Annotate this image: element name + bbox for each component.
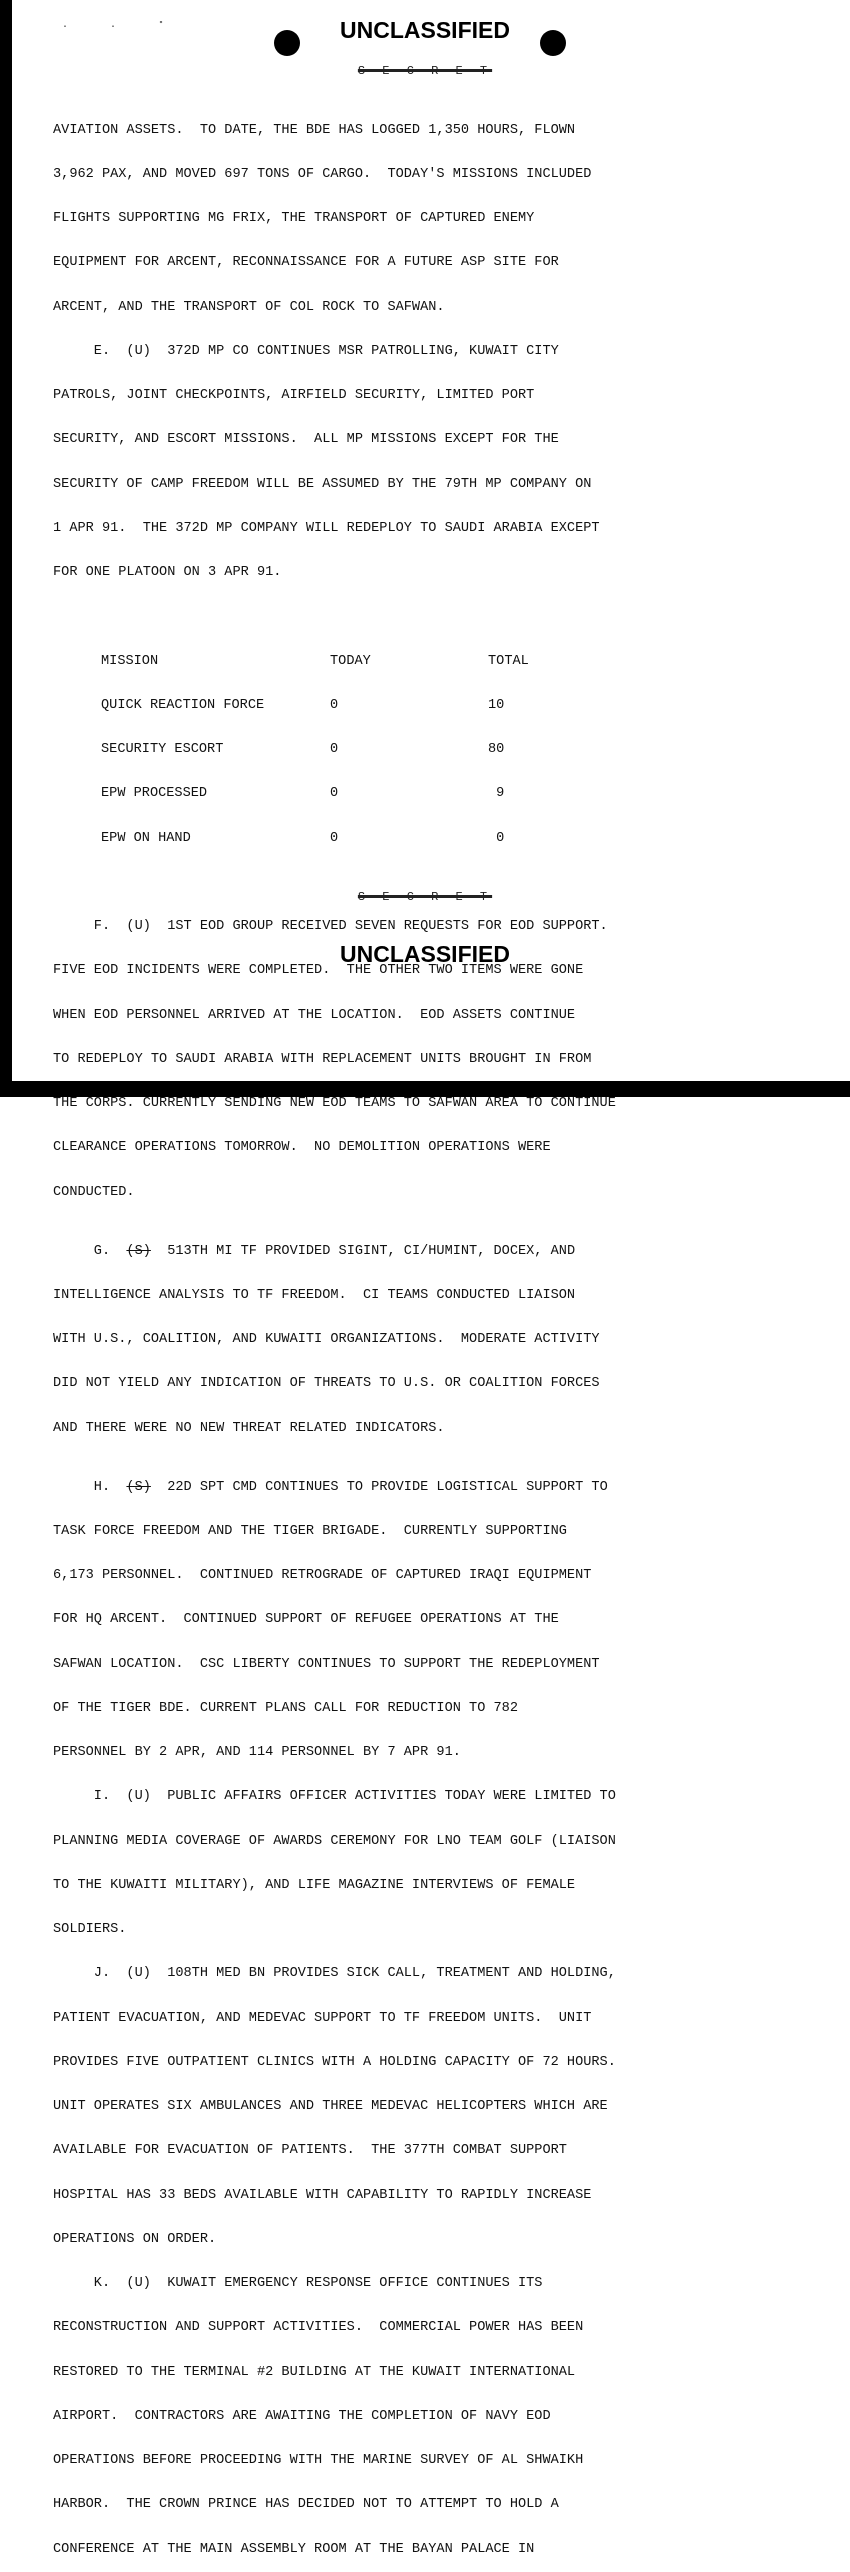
body-line: EQUIPMENT FOR ARCENT, RECONNAISSANCE FOR A FUTURE ASP SITE FOR	[53, 255, 559, 271]
body-line: AVAILABLE FOR EVACUATION OF PATIENTS. THE 377TH COMBAT SUPPORT	[53, 2143, 567, 2159]
body-line: ARCENT, AND THE TRANSPORT OF COL ROCK TO SAFWAN.	[53, 299, 445, 315]
today-cell: 0	[330, 830, 339, 846]
body-line: SECURITY OF CAMP FREEDOM WILL BE ASSUMED BY THE 79TH MP COMPANY ON	[53, 476, 592, 492]
body-line: OPERATIONS ON ORDER.	[53, 2231, 217, 2247]
body-line: CLEARANCE OPERATIONS TOMORROW. NO DEMOLITION OPERATIONS WERE	[53, 1140, 551, 1156]
body-line: AVIATION ASSETS. TO DATE, THE BDE HAS LOGGED 1,350 HOURS, FLOWN	[53, 122, 576, 138]
today-header: TODAY	[330, 653, 371, 669]
body-line: PLANNING MEDIA COVERAGE OF AWARDS CEREMONY FOR LNO TEAM GOLF (LIAISON	[53, 1833, 616, 1849]
body-line: 1 APR 91. THE 372D MP COMPANY WILL REDEPLOY TO SAUDI ARABIA EXCEPT	[53, 520, 600, 536]
body-line: TO REDEPLOY TO SAUDI ARABIA WITH REPLACEMENT UNITS BROUGHT IN FROM	[53, 1051, 592, 1067]
secret-marking-top: S E C R E T	[357, 64, 493, 78]
struck-classification-mark: (S)	[126, 1243, 151, 1259]
total-cell: 10	[488, 697, 505, 713]
body-line: WHEN EOD PERSONNEL ARRIVED AT THE LOCATION. EOD ASSETS CONTINUE	[53, 1007, 576, 1023]
body-line: THE CORPS. CURRENTLY SENDING NEW EOD TEAMS TO SAFWAN AREA TO CONTINUE	[53, 1096, 616, 1111]
body-line: K. (U) KUWAIT EMERGENCY RESPONSE OFFICE CONTINUES ITS	[53, 2276, 543, 2291]
body-line: AIRPORT. CONTRACTORS ARE AWAITING THE COMPLETION OF NAVY EOD	[53, 2408, 551, 2424]
body-line: I. (U) PUBLIC AFFAIRS OFFICER ACTIVITIES TODAY WERE LIMITED TO	[53, 1789, 616, 1805]
body-line: F. (U) 1ST EOD GROUP RECEIVED SEVEN REQUESTS FOR EOD SUPPORT.	[53, 919, 608, 934]
body-line: PERSONNEL BY 2 APR, AND 114 PERSONNEL BY 7 APR 91.	[53, 1745, 461, 1760]
mission-table	[53, 625, 843, 876]
paragraph-g-prefix: G.	[53, 1243, 127, 1259]
scan-specks: · · ˚	[62, 22, 183, 33]
mission-cell: QUICK REACTION FORCE	[101, 697, 265, 713]
today-cell: 0	[330, 697, 339, 713]
body-line: FOR ONE PLATOON ON 3 APR 91.	[53, 565, 282, 580]
struck-classification-mark: (S)	[126, 1479, 151, 1495]
body-line: RESTORED TO THE TERMINAL #2 BUILDING AT THE KUWAIT INTERNATIONAL	[53, 2364, 576, 2380]
body-line: OF THE TIGER BDE. CURRENT PLANS CALL FOR REDUCTION TO 782	[53, 1700, 518, 1716]
body-line: SOLDIERS.	[53, 1922, 127, 1937]
mission-header: MISSION	[101, 653, 159, 669]
body-line: SECURITY, AND ESCORT MISSIONS. ALL MP MISSIONS EXCEPT FOR THE	[53, 432, 559, 448]
body-line: UNIT OPERATES SIX AMBULANCES AND THREE MEDEVAC HELICOPTERS WHICH ARE	[53, 2099, 608, 2114]
total-header: TOTAL	[488, 653, 529, 669]
document-body	[53, 94, 843, 2572]
paragraph-h-prefix: H.	[53, 1479, 127, 1495]
mission-cell: EPW PROCESSED	[101, 786, 208, 802]
body-line: FLIGHTS SUPPORTING MG FRIX, THE TRANSPORT OF CAPTURED ENEMY	[53, 211, 535, 226]
body-line: HARBOR. THE CROWN PRINCE HAS DECIDED NOT TO ATTEMPT TO HOLD A	[53, 2497, 559, 2513]
body-line: FOR HQ ARCENT. CONTINUED SUPPORT OF REFUGEE OPERATIONS AT THE	[53, 1612, 559, 1628]
paragraph-h-lead	[53, 1481, 843, 1496]
body-line: CONDUCTED.	[53, 1184, 135, 1200]
body-line: 6,173 PERSONNEL. CONTINUED RETROGRADE OF CAPTURED IRAQI EQUIPMENT	[53, 1568, 592, 1583]
table-row	[53, 743, 843, 758]
paragraph-g-text: 513TH MI TF PROVIDED SIGINT, CI/HUMINT, DOCEX, AND	[150, 1243, 576, 1259]
body-line: FIVE EOD INCIDENTS WERE COMPLETED. THE OTHER TWO ITEMS WERE GONE	[53, 963, 584, 979]
mission-cell: SECURITY ESCORT	[101, 742, 224, 757]
table-row	[53, 787, 843, 802]
body-line: E. (U) 372D MP CO CONTINUES MSR PATROLLING, KUWAIT CITY	[53, 343, 559, 359]
classification-footer: UNCLASSIFIED	[340, 941, 510, 967]
body-line: 3,962 PAX, AND MOVED 697 TONS OF CARGO. TODAY'S MISSIONS INCLUDED	[53, 166, 592, 182]
body-line: TO THE KUWAITI MILITARY), AND LIFE MAGAZINE INTERVIEWS OF FEMALE	[53, 1877, 576, 1893]
today-cell: 0	[330, 786, 339, 802]
body-line: HOSPITAL HAS 33 BEDS AVAILABLE WITH CAPABILITY TO RAPIDLY INCREASE	[53, 2187, 592, 2203]
today-cell: 0	[330, 742, 339, 757]
body-line: RECONSTRUCTION AND SUPPORT ACTIVITIES. COMMERCIAL POWER HAS BEEN	[53, 2320, 584, 2336]
body-line: OPERATIONS BEFORE PROCEEDING WITH THE MARINE SURVEY OF AL SHWAIKH	[53, 2453, 584, 2468]
body-line: DID NOT YIELD ANY INDICATION OF THREATS TO U.S. OR COALITION FORCES	[53, 1376, 600, 1392]
table-row	[53, 832, 843, 847]
total-cell: 9	[488, 786, 505, 802]
body-line: INTELLIGENCE ANALYSIS TO TF FREEDOM. CI TEAMS CONDUCTED LIAISON	[53, 1287, 576, 1303]
body-line: PATROLS, JOINT CHECKPOINTS, AIRFIELD SECURITY, LIMITED PORT	[53, 388, 535, 403]
body-line: WITH U.S., COALITION, AND KUWAITI ORGANIZATIONS. MODERATE ACTIVITY	[53, 1332, 600, 1347]
body-line: PROVIDES FIVE OUTPATIENT CLINICS WITH A HOLDING CAPACITY OF 72 HOURS.	[53, 2054, 616, 2070]
body-line: J. (U) 108TH MED BN PROVIDES SICK CALL, TREATMENT AND HOLDING,	[53, 1966, 616, 1982]
paragraph-h-text: 22D SPT CMD CONTINUES TO PROVIDE LOGISTICAL SUPPORT TO	[150, 1479, 608, 1495]
body-line: PATIENT EVACUATION, AND MEDEVAC SUPPORT TO TF FREEDOM UNITS. UNIT	[53, 2010, 592, 2026]
mission-cell: EPW ON HAND	[101, 830, 191, 846]
total-cell: 80	[488, 742, 505, 757]
paragraph-g-lead	[53, 1245, 843, 1260]
body-line: TASK FORCE FREEDOM AND THE TIGER BRIGADE. CURRENTLY SUPPORTING	[53, 1523, 567, 1539]
mission-table-header	[53, 655, 843, 670]
total-cell: 0	[488, 830, 505, 846]
secret-marking-bottom: S E C R E T	[357, 890, 493, 904]
body-line: AND THERE WERE NO NEW THREAT RELATED INDICATORS.	[53, 1420, 445, 1436]
scan-border-left	[0, 0, 12, 1097]
body-line: CONFERENCE AT THE MAIN ASSEMBLY ROOM AT THE BAYAN PALACE IN	[53, 2541, 535, 2557]
body-line: SAFWAN LOCATION. CSC LIBERTY CONTINUES TO SUPPORT THE REDEPLOYMENT	[53, 1656, 600, 1672]
table-row	[53, 699, 843, 714]
classification-header: UNCLASSIFIED	[340, 17, 510, 43]
